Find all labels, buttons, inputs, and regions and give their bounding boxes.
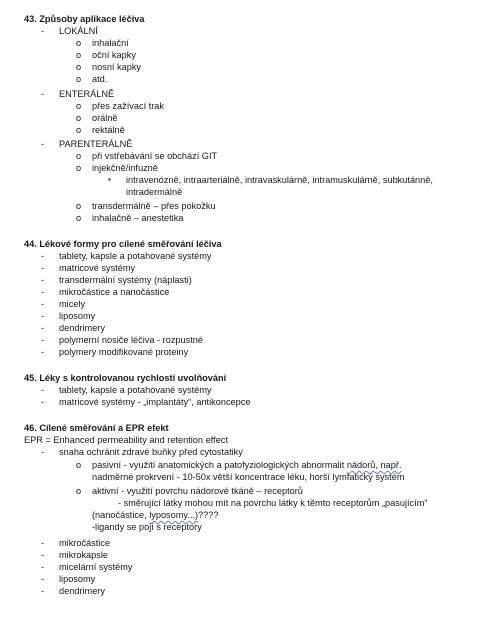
circle-bullet: o: [76, 163, 82, 173]
dash-bullet: -: [41, 251, 45, 261]
dash-bullet: -: [41, 550, 45, 560]
aktivni-line-1: aktivní - využití povrchu nádorové tkáně – receptorů: [92, 486, 303, 496]
list-item: liposomy: [59, 311, 96, 321]
list-item: dendrimery: [59, 323, 105, 333]
circle-bullet: o: [76, 125, 82, 135]
epr-definition: EPR = Enhanced permeability and retention effect: [24, 435, 228, 445]
dash-bullet: -: [41, 385, 45, 395]
dash-bullet: -: [41, 287, 45, 297]
dash-bullet: -: [41, 139, 45, 149]
enteralni-label: ENTERÁLNĚ: [59, 89, 115, 99]
dash-bullet: -: [41, 26, 45, 36]
list-item: přes zažívací trak: [92, 101, 164, 111]
dash-bullet: -: [41, 89, 45, 99]
circle-bullet: o: [76, 486, 82, 496]
pasivni-line-1: [92, 459, 401, 471]
parenteralni-label: PARENTERÁLNĚ: [59, 139, 133, 149]
dash-bullet: -: [41, 263, 45, 273]
list-item: snaha ochránit zdravé buňky před cytostatiky: [59, 447, 243, 457]
list-item: inhalační: [92, 38, 129, 48]
list-item: nosní kapky: [92, 62, 142, 72]
circle-bullet: o: [76, 201, 82, 211]
list-item: polymerní nosiče léčiva - rozpustné: [59, 335, 204, 345]
dash-bullet: -: [41, 574, 45, 584]
list-item: matricové systémy - „implantáty“, antikoncepce: [59, 397, 251, 407]
section-45-title: 45. Léky s kontrolovanou rychlostí uvolňování: [24, 373, 227, 383]
list-item-continuation: intradermálně: [126, 187, 183, 197]
list-item: atd.: [92, 74, 108, 84]
dash-bullet: -: [41, 311, 45, 321]
section-44-title: 44. Lékové formy pro cílené směřování léčiva: [24, 239, 222, 249]
list-item: mikrokapsle: [59, 550, 109, 560]
list-item: liposomy: [59, 574, 96, 584]
list-item: intravenózně, intraarteriálně, intravaskulárně, intramuskulárně, subkutánně,: [126, 175, 433, 185]
list-item: tablety, kapsle a potahované systémy: [59, 385, 212, 395]
section-43-title: 43. Způsoby aplikace léčiva: [24, 14, 145, 24]
dash-bullet: -: [41, 538, 45, 548]
list-item: při vstřebávání se obchází GIT: [92, 151, 218, 161]
list-item: rektálně: [92, 125, 125, 135]
circle-bullet: o: [76, 460, 82, 470]
aktivni-line-2: - směrující látky mohou mít na povrchu látky k těmto receptorům „pasujícím“: [118, 498, 428, 508]
circle-bullet: o: [76, 38, 82, 48]
list-item: injekčně/infuzně: [92, 163, 158, 173]
lokalni-label: LOKÁLNÍ: [59, 26, 98, 36]
circle-bullet: o: [76, 213, 82, 223]
list-item: micelární systémy: [59, 562, 133, 572]
dash-bullet: -: [41, 323, 45, 333]
aktivni-line-3: [92, 509, 219, 521]
text-span: (nanočástice,: [92, 510, 150, 520]
circle-bullet: o: [76, 113, 82, 123]
circle-bullet: o: [76, 74, 82, 84]
list-item: transdermální systémy (náplasti): [59, 275, 192, 285]
list-item: polymery modifikované proteiny: [59, 347, 189, 357]
circle-bullet: o: [76, 62, 82, 72]
aktivni-line-4: -ligandy se pojí s receptory: [92, 522, 202, 532]
list-item: mikročástice a nanočástice: [59, 287, 170, 297]
circle-bullet: o: [76, 50, 82, 60]
circle-bullet: o: [76, 151, 82, 161]
list-item: mikročástice: [59, 538, 111, 548]
list-item: transdermálně – přes pokožku: [92, 201, 216, 211]
list-item: orálně: [92, 113, 118, 123]
list-item: dendrimery: [59, 586, 105, 596]
circle-bullet: o: [76, 101, 82, 111]
list-item: inhalačně – anestetika: [92, 213, 184, 223]
list-item: tablety, kapsle a potahované systémy: [59, 251, 212, 261]
square-bullet: ▪: [108, 175, 111, 184]
pasivni-line-2: nadměrné prokrvení - 10-50x větší koncentrace léku, horší lymfatický systém: [92, 472, 405, 482]
dash-bullet: -: [41, 447, 45, 457]
text-span: ????: [198, 510, 219, 520]
dash-bullet: -: [41, 275, 45, 285]
dash-bullet: -: [41, 347, 45, 357]
list-item: micely: [59, 299, 86, 309]
spellcheck-word: nádorů: [346, 460, 376, 470]
spellcheck-word: , např.: [375, 460, 402, 470]
list-item: matricové systémy: [59, 263, 136, 273]
spellcheck-word: lyposomy...): [149, 510, 199, 520]
dash-bullet: -: [41, 586, 45, 596]
section-46-title: 46. Cílené směřování a EPR efekt: [24, 423, 169, 433]
list-item: oční kapky: [92, 50, 136, 60]
dash-bullet: -: [41, 335, 45, 345]
dash-bullet: -: [41, 397, 45, 407]
text-span: pasivní - využití anatomických a patofyziologických abnormalit: [92, 460, 347, 470]
dash-bullet: -: [41, 299, 45, 309]
dash-bullet: -: [41, 562, 45, 572]
